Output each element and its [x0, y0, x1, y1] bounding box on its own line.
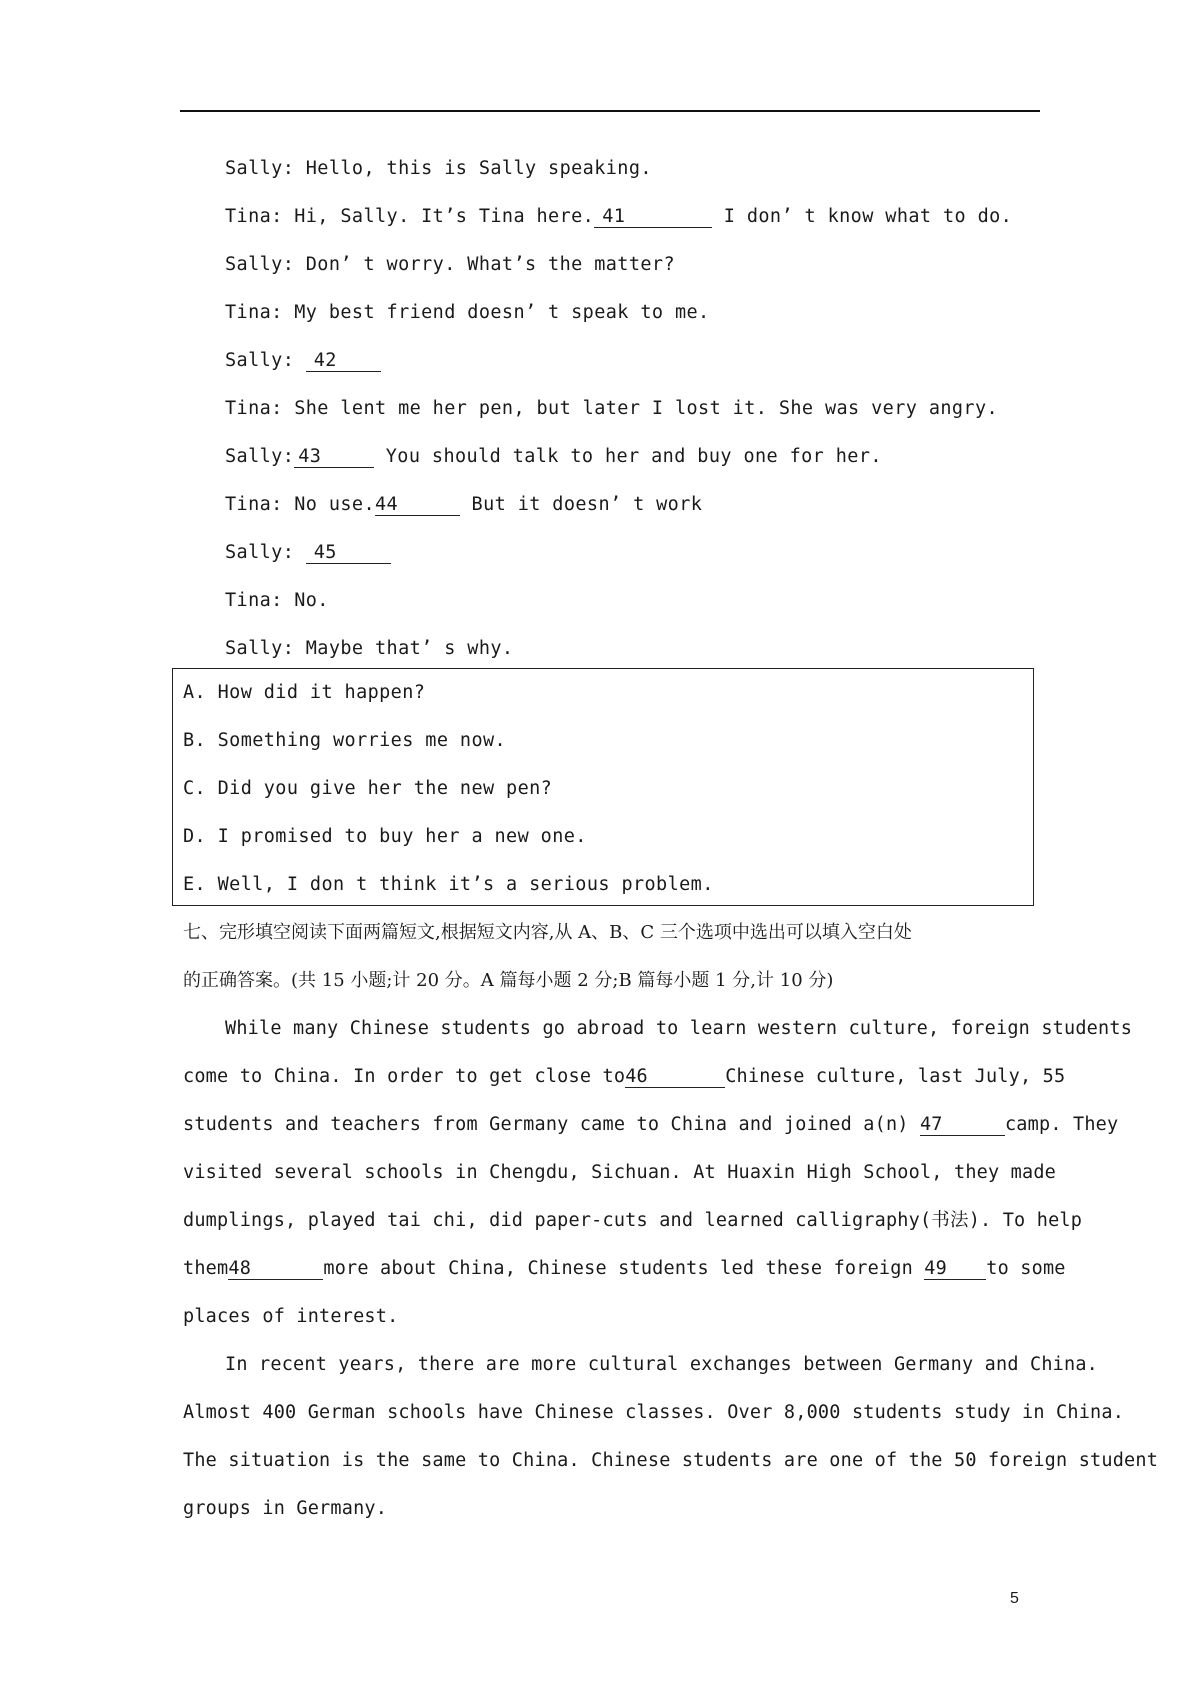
- dialogue-line: Sally: 42: [225, 352, 381, 372]
- passage-2-line: In recent years, there are more cultural exchanges between Germany and China.: [225, 1354, 1099, 1375]
- passage-2-line: groups in Germany.: [183, 1498, 388, 1519]
- passage-1-line: them48 more about China, Chinese students led these foreign 49 to some: [183, 1258, 1066, 1279]
- option-e: E. Well, I don t think it’s a serious problem.: [183, 874, 714, 895]
- blank-47: 47: [920, 1116, 1005, 1136]
- passage-1-line: dumplings, played tai chi, did paper-cuts and learned calligraphy(书法). To help: [183, 1210, 1083, 1231]
- option-c: C. Did you give her the new pen?: [183, 778, 553, 799]
- blank-46: 46: [625, 1068, 725, 1088]
- option-b: B. Something worries me now.: [183, 730, 507, 751]
- passage-1-line: While many Chinese students go abroad to learn western culture, foreign students: [225, 1018, 1133, 1039]
- blank-48: 48: [228, 1260, 323, 1280]
- passage-1-line: places of interest.: [183, 1306, 399, 1327]
- blank-44: 44: [375, 496, 460, 516]
- page-number: 5: [1010, 1590, 1019, 1607]
- passage-2-line: Almost 400 German schools have Chinese classes. Over 8,000 students study in China.: [183, 1402, 1125, 1423]
- blank-42: 42: [306, 352, 381, 372]
- dialogue-line: Tina: My best friend doesn’ t speak to me.: [225, 302, 710, 323]
- blank-41: 41: [594, 208, 712, 228]
- passage-1-line: students and teachers from Germany came to China and joined a(n) 47 camp. They: [183, 1114, 1119, 1135]
- header-rule: [180, 110, 1040, 112]
- blank-43: 43: [294, 448, 374, 468]
- dialogue-line: Tina: No.: [225, 590, 329, 611]
- option-a: A. How did it happen?: [183, 682, 426, 703]
- section-heading-line-1: 七、完形填空阅读下面两篇短文,根据短文内容,从 A、B、C 三个选项中选出可以填入空白处: [183, 922, 912, 943]
- blank-45: 45: [306, 544, 391, 564]
- blank-49: 49: [924, 1260, 986, 1280]
- dialogue-line: Tina: Hi, Sally. It’s Tina here. 41 I don’ t know what to do.: [225, 206, 1013, 227]
- dialogue-line: Sally: Hello, this is Sally speaking.: [225, 158, 652, 179]
- section-heading-line-2: 的正确答案。(共 15 小题;计 20 分。A 篇每小题 2 分;B 篇每小题 1 分,计 10 分): [183, 970, 834, 991]
- dialogue-line: Sally: Don’ t worry. What’s the matter?: [225, 254, 675, 275]
- passage-2-line: The situation is the same to China. Chinese students are one of the 50 foreign student: [183, 1450, 1159, 1471]
- passage-1-line: come to China. In order to get close to46 Chinese culture, last July, 55: [183, 1066, 1066, 1087]
- passage-1-line: visited several schools in Chengdu, Sichuan. At Huaxin High School, they made: [183, 1162, 1057, 1183]
- dialogue-line: Sally: 43 You should talk to her and buy one for her.: [225, 446, 882, 467]
- dialogue-line: Sally: Maybe that’ s why.: [225, 638, 514, 659]
- option-d: D. I promised to buy her a new one.: [183, 826, 587, 847]
- dialogue-line: Sally: 45: [225, 544, 391, 564]
- dialogue-line: Tina: No use.44 But it doesn’ t work: [225, 494, 703, 515]
- dialogue-line: Tina: She lent me her pen, but later I lost it. She was very angry.: [225, 398, 999, 419]
